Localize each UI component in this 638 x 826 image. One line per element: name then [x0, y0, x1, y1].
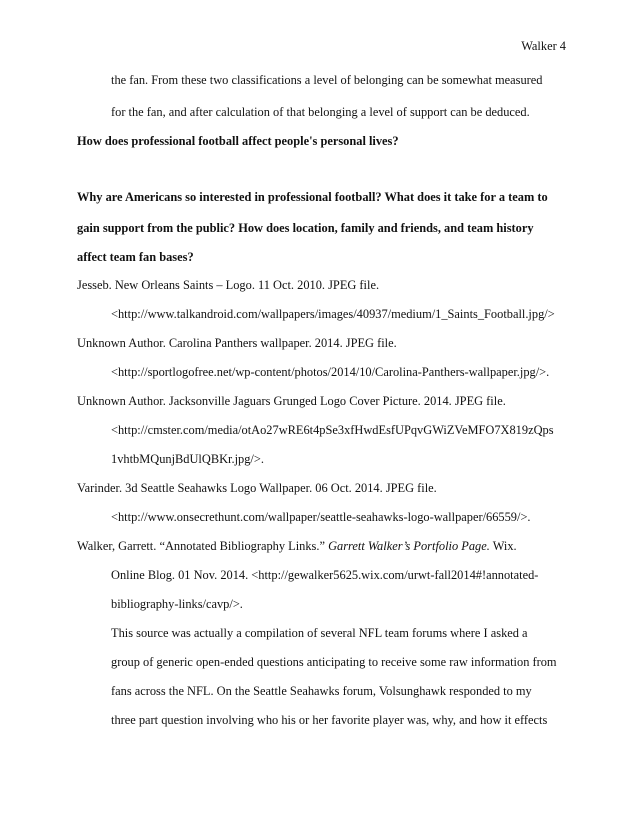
body-line: for the fan, and after calculation of that belonging a level of support can be deduced. [111, 105, 530, 119]
research-question: affect team fan bases? [77, 250, 194, 264]
citation-publisher: Wix. [489, 539, 517, 553]
citation-url: bibliography-links/cavp/>. [111, 597, 243, 611]
citation-italic-title: Garrett Walker’s Portfolio Page. [328, 539, 490, 553]
annotation-line: three part question involving who his or her favorite player was, why, and how it effects [111, 713, 548, 727]
citation-url: Online Blog. 01 Nov. 2014. <http://gewalker5625.wix.com/urwt-fall2014#!annotated- [111, 568, 539, 582]
citation-url: <http://www.talkandroid.com/wallpapers/images/40937/medium/1_Saints_Football.jpg/> [111, 307, 555, 321]
research-question: Why are Americans so interested in professional football? What does it take for a team to [77, 190, 548, 204]
annotation-line: This source was actually a compilation of several NFL team forums where I asked a [111, 626, 528, 640]
citation-url: <http://www.onsecrethunt.com/wallpaper/seattle-seahawks-logo-wallpaper/66559/>. [111, 510, 531, 524]
citation-entry: Varinder. 3d Seattle Seahawks Logo Wallpaper. 06 Oct. 2014. JPEG file. [77, 481, 437, 495]
citation-entry: Unknown Author. Carolina Panthers wallpaper. 2014. JPEG file. [77, 336, 397, 350]
citation-url: <http://cmster.com/media/otAo27wRE6t4pSe3xfHwdEsfUPqvGWiZVeMFO7X819zQps [111, 423, 554, 437]
citation-entry: Jesseb. New Orleans Saints – Logo. 11 Oct. 2010. JPEG file. [77, 278, 380, 292]
citation-url: <http://sportlogofree.net/wp-content/photos/2014/10/Carolina-Panthers-wallpaper.jpg/>. [111, 365, 550, 379]
citation-entry [77, 538, 517, 554]
body-line: the fan. From these two classifications a level of belonging can be somewhat measured [111, 73, 543, 87]
annotation-line: group of generic open-ended questions anticipating to receive some raw information from [111, 655, 557, 669]
section-question: How does professional football affect people's personal lives? [77, 134, 399, 148]
citation-url: 1vhtbMQunjBdUlQBKr.jpg/>. [111, 452, 264, 466]
annotation-line: fans across the NFL. On the Seattle Seahawks forum, Volsunghawk responded to my [111, 684, 532, 698]
running-head: Walker 4 [521, 39, 566, 53]
citation-entry: Unknown Author. Jacksonville Jaguars Grunged Logo Cover Picture. 2014. JPEG file. [77, 394, 506, 408]
citation-author-title: Walker, Garrett. “Annotated Bibliography Links.” [77, 539, 329, 553]
research-question: gain support from the public? How does location, family and friends, and team history [77, 221, 534, 235]
